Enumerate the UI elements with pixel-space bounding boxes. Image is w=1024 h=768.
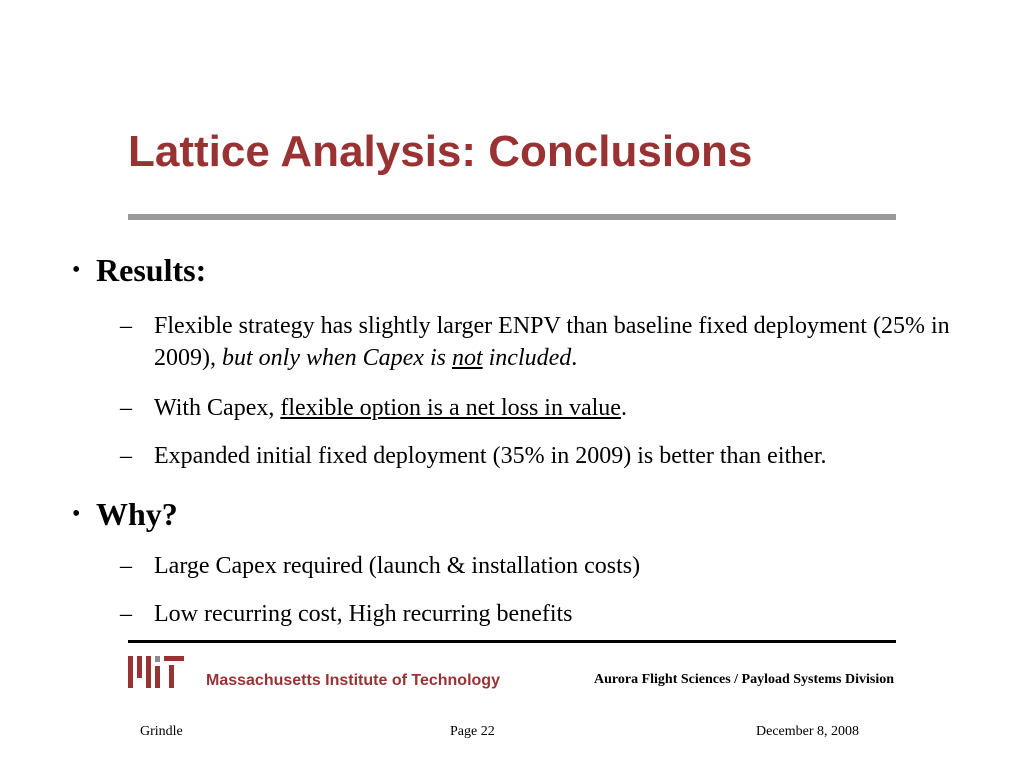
text-run-italic: included: [482, 345, 572, 371]
sub-bullet-dash: –: [120, 395, 132, 421]
sub-bullet-text: [154, 310, 954, 374]
bullet-heading: Why?: [96, 496, 178, 532]
mit-wordmark: Massachusetts Institute of Technology: [206, 672, 500, 689]
mit-logo-icon: [128, 656, 188, 688]
footer-author: Grindle: [140, 724, 183, 739]
text-run-italic-underline: not: [451, 345, 483, 371]
slide-title: Lattice Analysis: Conclusions: [128, 127, 753, 176]
bullet-heading: Results:: [96, 252, 207, 288]
footer-date: December 8, 2008: [756, 724, 860, 739]
text-run: With Capex,: [154, 395, 281, 421]
division-name: Aurora Flight Sciences / Payload Systems Division: [594, 672, 894, 687]
text-run-underline: flexible option is a net loss in value: [280, 395, 621, 421]
bullet-dot: •: [72, 257, 81, 283]
title-divider: [128, 214, 896, 220]
text-run-italic: but only when Capex is: [222, 345, 452, 371]
footer-page-number: Page 22: [450, 724, 495, 739]
footer-divider: [128, 640, 896, 643]
sub-bullet-text: Large Capex required (launch & installation costs): [154, 553, 641, 579]
sub-bullet-text: [154, 392, 954, 424]
sub-bullet-dash: –: [120, 313, 132, 339]
bullet-dot: •: [72, 501, 81, 527]
text-run: .: [620, 395, 627, 421]
sub-bullet-dash: –: [120, 601, 132, 627]
sub-bullet-dash: –: [120, 443, 132, 469]
sub-bullet-text: Expanded initial fixed deployment (35% in 2009) is better than either.: [154, 443, 827, 469]
sub-bullet-text: Low recurring cost, High recurring benefits: [154, 601, 573, 627]
sub-bullet-dash: –: [120, 553, 132, 579]
text-run: Flexible strategy has slightly larger ENPV than baseline fixed deployment (25% in 2009),: [154, 313, 950, 371]
text-run: .: [571, 345, 578, 371]
